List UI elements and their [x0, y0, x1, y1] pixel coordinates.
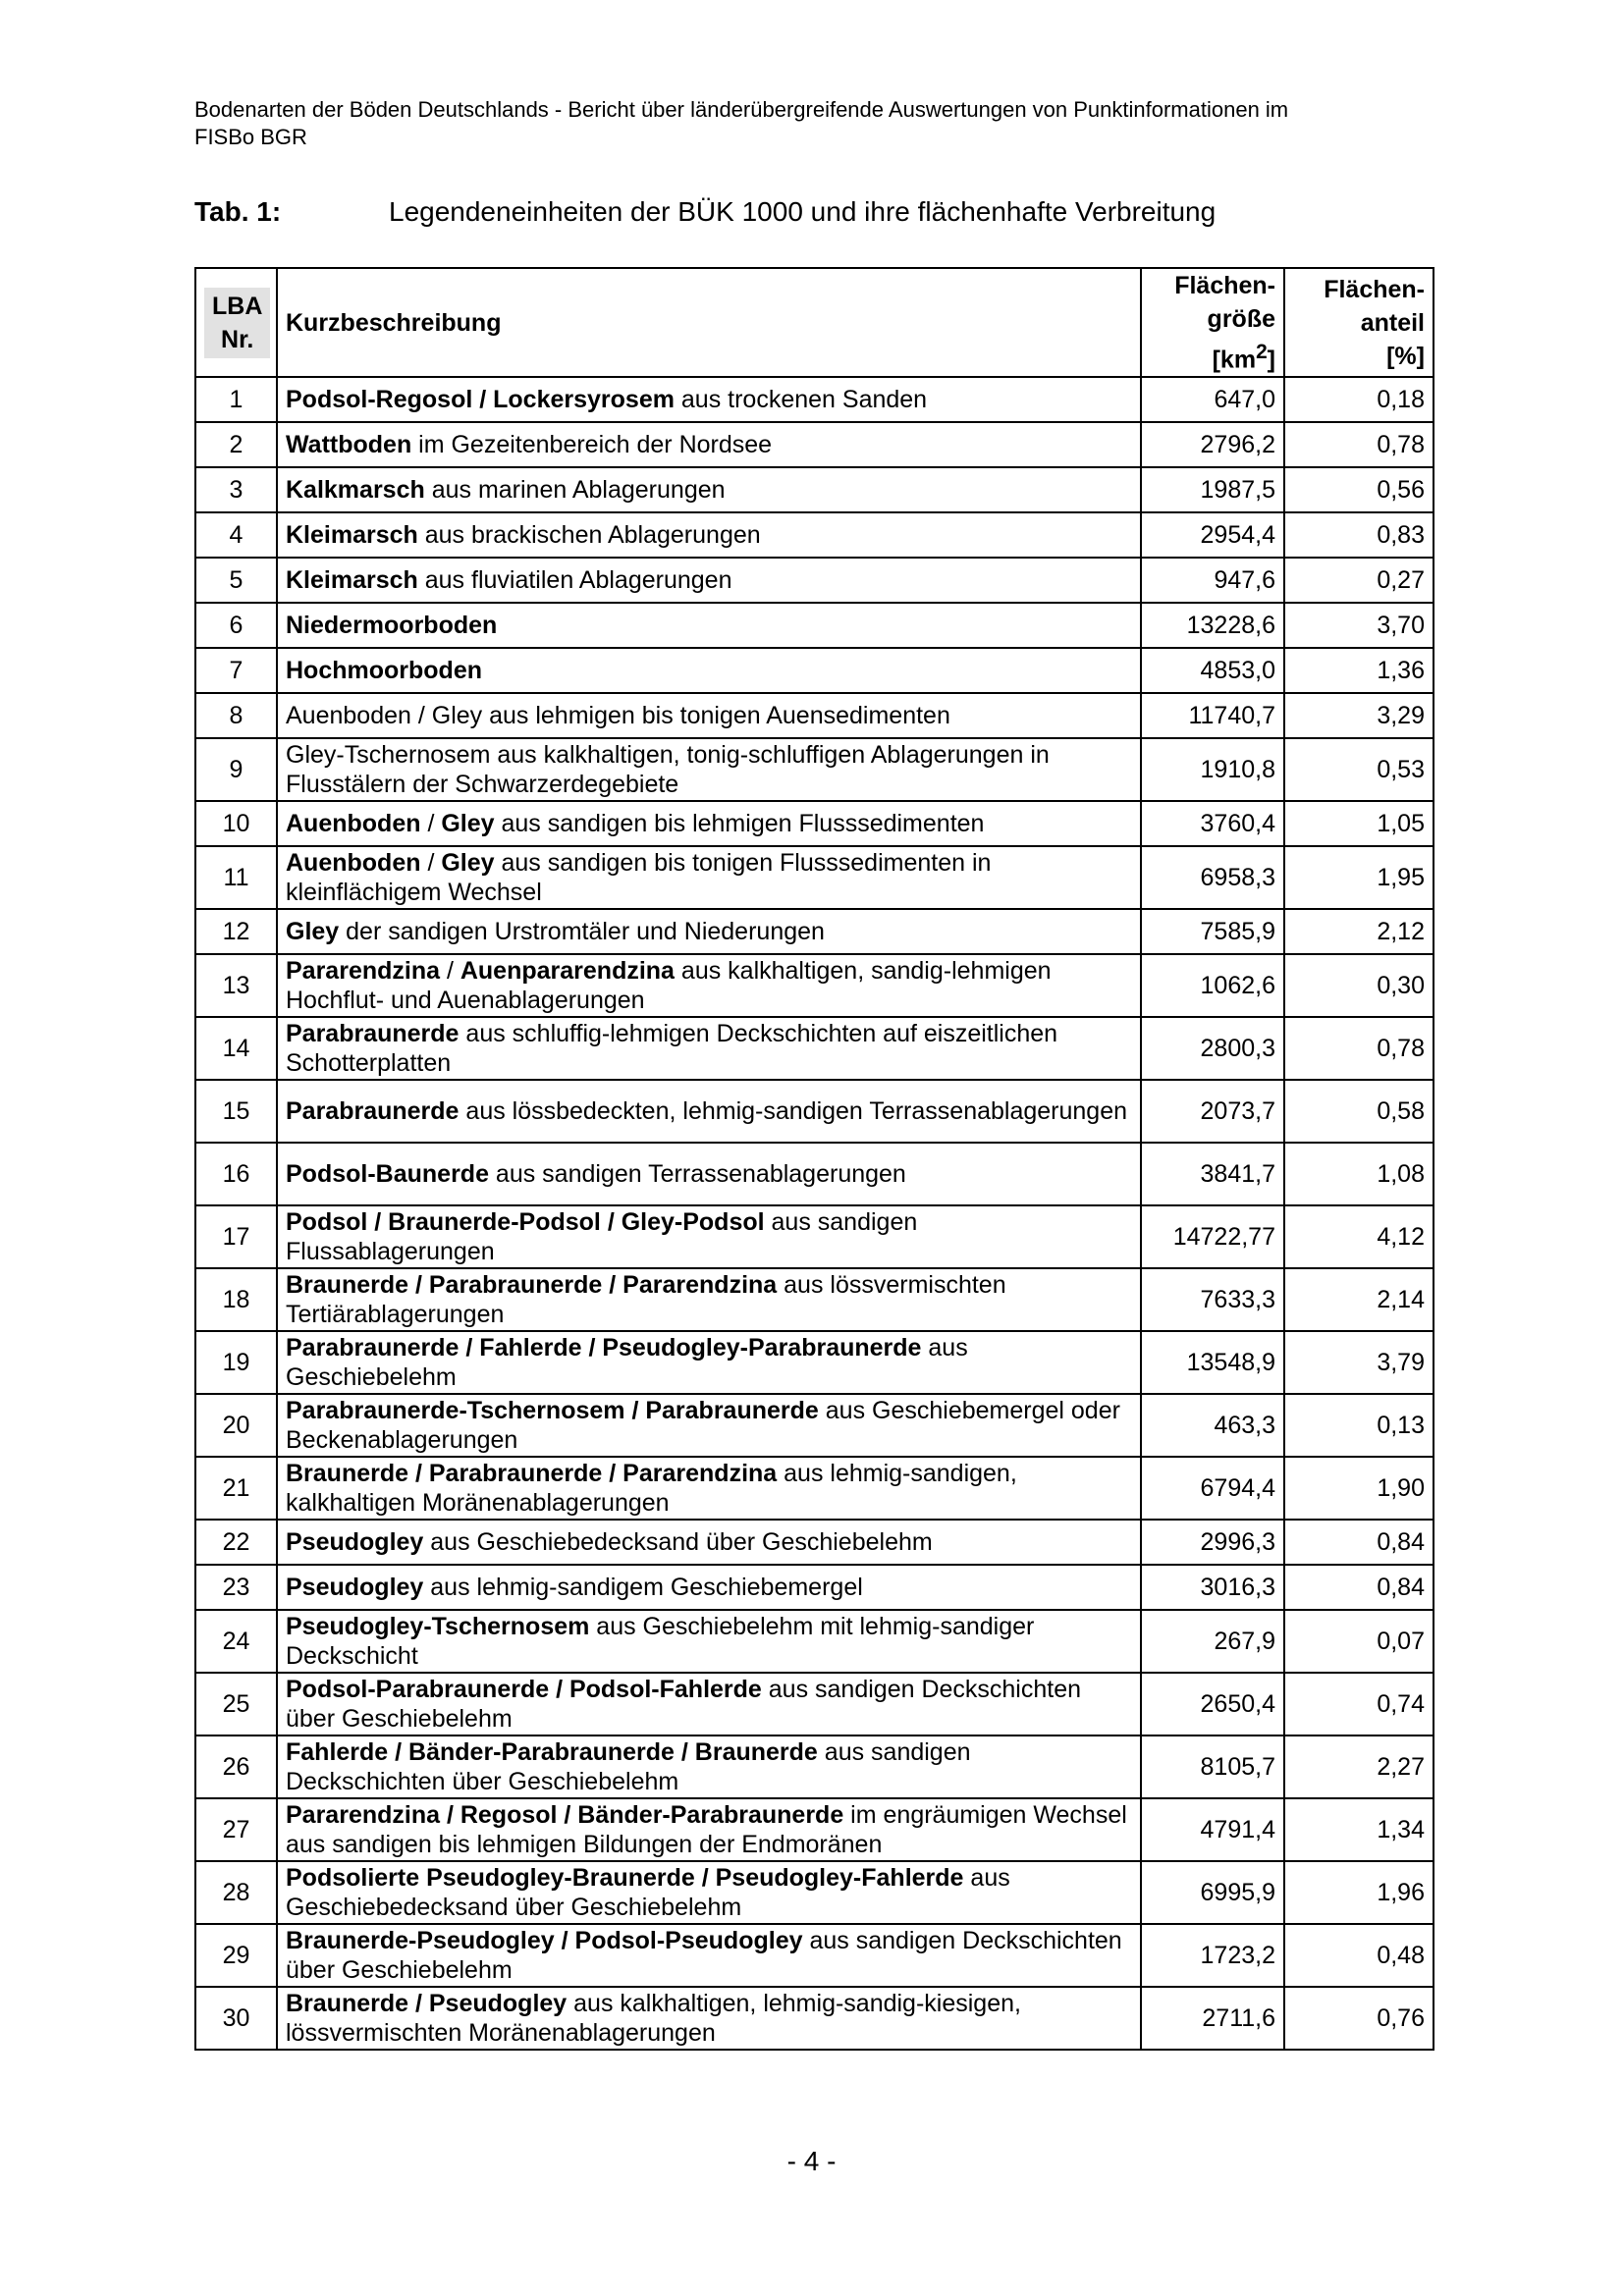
table-row [195, 1520, 1434, 1565]
table-row [195, 1268, 1434, 1331]
description-text: aus sandigen bis tonigen Flusssedimenten in kleinflächigem Wechsel [286, 849, 992, 907]
area-cell: 2796,2 [1141, 422, 1284, 467]
soil-type-name: Auenpararendzina [460, 957, 675, 986]
share-cell: 2,14 [1284, 1268, 1434, 1331]
description-text: aus sandigen bis lehmigen Flusssedimenten [494, 809, 985, 837]
header-area-unit-prefix: [km [1212, 346, 1257, 374]
description-text: aus sandigen Deckschichten über Geschiebelehm [286, 1676, 1082, 1734]
header-area-unit-sup: 2 [1256, 341, 1268, 363]
description-cell [277, 801, 1141, 846]
lba-number-cell: 25 [195, 1673, 277, 1735]
area-cell: 7633,3 [1141, 1268, 1284, 1331]
description-text: aus sandigen Flussablagerungen [286, 1208, 918, 1266]
table-row [195, 422, 1434, 467]
description-cell [277, 909, 1141, 954]
header-area-line2: größe [1207, 305, 1275, 333]
area-cell: 2711,6 [1141, 1987, 1284, 2050]
share-cell: 0,18 [1284, 377, 1434, 422]
description-cell [277, 603, 1141, 648]
description-cell [277, 467, 1141, 512]
share-cell: 2,12 [1284, 909, 1434, 954]
header-lba-nr [195, 268, 277, 377]
area-cell: 2800,3 [1141, 1017, 1284, 1080]
soil-type-name: Pararendzina [286, 957, 441, 986]
table-row [195, 1861, 1434, 1924]
table-row [195, 846, 1434, 909]
description-text: Auenboden / Gley aus lehmigen bis tonigen Auensedimenten [286, 701, 950, 729]
header-area [1141, 268, 1284, 377]
soil-type-name: Pseudogley [286, 1573, 424, 1601]
table-row [195, 738, 1434, 801]
lba-number-cell: 8 [195, 693, 277, 738]
legend-units-table [194, 267, 1434, 2051]
lba-number-cell: 26 [195, 1735, 277, 1798]
table-row [195, 1798, 1434, 1861]
soil-type-name: Kleimarsch [286, 565, 418, 594]
share-cell: 1,05 [1284, 801, 1434, 846]
table-row [195, 1924, 1434, 1987]
lba-number-cell: 6 [195, 603, 277, 648]
header-area-line1: Flächen- [1174, 272, 1275, 299]
running-header-line-2: FISBo BGR [194, 125, 307, 149]
soil-type-name: Braunerde / Parabraunerde / Pararendzina [286, 1460, 778, 1488]
area-cell: 2996,3 [1141, 1520, 1284, 1565]
table-row [195, 693, 1434, 738]
description-text: aus lössvermischten Tertiärablagerungen [286, 1271, 1006, 1329]
description-text: aus Geschiebemergel oder Beckenablagerungen [286, 1397, 1120, 1455]
soil-type-name: Hochmoorboden [286, 656, 482, 684]
lba-number-cell: 15 [195, 1080, 277, 1143]
description-text: aus sandigen Deckschichten über Geschiebelehm [286, 1738, 971, 1796]
running-header [194, 96, 1471, 151]
lba-number-cell: 12 [195, 909, 277, 954]
description-cell [277, 1331, 1141, 1394]
soil-type-name: Podsol-Regosol / Lockersyrosem [286, 385, 675, 413]
area-cell: 4853,0 [1141, 648, 1284, 693]
soil-type-name: Parabraunerde / Fahlerde / Pseudogley-Parabraunerde [286, 1334, 922, 1362]
soil-type-name: Podsol-Parabraunerde / Podsol-Fahlerde [286, 1676, 762, 1704]
soil-type-name: Auenboden [286, 849, 421, 878]
area-cell: 2650,4 [1141, 1673, 1284, 1735]
description-text: aus schluffig-lehmigen Deckschichten auf eiszeitlichen Schotterplatten [286, 1020, 1058, 1078]
page-number: - 4 - [786, 2146, 837, 2176]
description-cell [277, 1987, 1141, 2050]
area-cell: 267,9 [1141, 1610, 1284, 1673]
header-description: Kurzbeschreibung [277, 268, 1141, 377]
description-cell [277, 1924, 1141, 1987]
description-cell [277, 558, 1141, 603]
table-row [195, 512, 1434, 558]
area-cell: 6995,9 [1141, 1861, 1284, 1924]
description-text: aus marinen Ablagerungen [424, 475, 726, 504]
lba-number-cell: 21 [195, 1457, 277, 1520]
area-cell: 3841,7 [1141, 1143, 1284, 1205]
lba-number-cell: 20 [195, 1394, 277, 1457]
lba-number-cell: 29 [195, 1924, 277, 1987]
header-share [1284, 268, 1434, 377]
lba-number-cell: 9 [195, 738, 277, 801]
header-lba-line2: Nr. [221, 325, 254, 353]
share-cell: 0,76 [1284, 1987, 1434, 2050]
lba-number-cell: 17 [195, 1205, 277, 1268]
description-text: der sandigen Urstromtäler und Niederungen [339, 917, 825, 945]
area-cell: 1062,6 [1141, 954, 1284, 1017]
running-header-line-1: Bodenarten der Böden Deutschlands - Bericht über länderübergreifende Auswertungen von Punktinformationen im [194, 97, 1289, 122]
description-cell [277, 422, 1141, 467]
description-text: aus lehmig-sandigem Geschiebemergel [423, 1573, 863, 1601]
soil-type-name: Braunerde-Pseudogley / Podsol-Pseudogley [286, 1927, 803, 1955]
description-cell [277, 1143, 1141, 1205]
share-cell: 1,96 [1284, 1861, 1434, 1924]
description-text: aus sandigen Terrassenablagerungen [488, 1160, 906, 1189]
description-text: aus Geschiebelehm [286, 1334, 968, 1392]
description-cell [277, 1861, 1141, 1924]
table-row [195, 1735, 1434, 1798]
lba-number-cell: 19 [195, 1331, 277, 1394]
area-cell: 1910,8 [1141, 738, 1284, 801]
share-cell: 0,07 [1284, 1610, 1434, 1673]
share-cell: 0,74 [1284, 1673, 1434, 1735]
area-cell: 8105,7 [1141, 1735, 1284, 1798]
description-text: aus brackischen Ablagerungen [417, 520, 761, 549]
share-cell: 0,27 [1284, 558, 1434, 603]
description-cell [277, 1205, 1141, 1268]
description-cell [277, 738, 1141, 801]
share-cell: 0,30 [1284, 954, 1434, 1017]
soil-type-name: Pararendzina / Regosol / Bänder-Parabraunerde [286, 1801, 844, 1830]
area-cell: 2954,4 [1141, 512, 1284, 558]
share-cell: 0,13 [1284, 1394, 1434, 1457]
table-caption-title: Legendeneinheiten der BÜK 1000 und ihre flächenhafte Verbreitung [389, 196, 1217, 227]
description-text: aus kalkhaltigen, lehmig-sandig-kiesigen, lössvermischten Moränenablagerungen [286, 1990, 1021, 2048]
header-share-line1: Flächen- [1324, 275, 1425, 303]
share-cell: 1,36 [1284, 648, 1434, 693]
description-cell [277, 1520, 1141, 1565]
area-cell: 6958,3 [1141, 846, 1284, 909]
soil-type-name: Pseudogley [286, 1527, 424, 1556]
share-cell: 0,48 [1284, 1924, 1434, 1987]
table-row [195, 377, 1434, 422]
table-caption-label: Tab. 1: [194, 196, 282, 227]
description-text: / [420, 809, 442, 837]
area-cell: 1723,2 [1141, 1924, 1284, 1987]
lba-number-cell: 11 [195, 846, 277, 909]
description-text: aus Geschiebedecksand über Geschiebelehm [423, 1527, 933, 1556]
soil-type-name: Podsolierte Pseudogley-Braunerde / Pseudogley-Fahlerde [286, 1864, 964, 1893]
table-row [195, 1673, 1434, 1735]
share-cell: 3,70 [1284, 603, 1434, 648]
table-row [195, 1080, 1434, 1143]
description-text: Gley-Tschernosem aus kalkhaltigen, tonig-schluffigen Ablagerungen in Flusstälern der Schwarzerdegebiete [286, 741, 1050, 799]
soil-type-name: Gley [441, 849, 495, 878]
share-cell: 1,34 [1284, 1798, 1434, 1861]
soil-type-name: Gley [286, 917, 340, 945]
lba-number-cell: 23 [195, 1565, 277, 1610]
description-cell [277, 648, 1141, 693]
share-cell: 4,12 [1284, 1205, 1434, 1268]
table-row [195, 1457, 1434, 1520]
soil-type-name: Kleimarsch [286, 520, 418, 549]
area-cell: 14722,77 [1141, 1205, 1284, 1268]
lba-number-cell: 14 [195, 1017, 277, 1080]
soil-type-name: Pseudogley-Tschernosem [286, 1613, 590, 1641]
description-cell [277, 1735, 1141, 1798]
table-row [195, 648, 1434, 693]
area-cell: 3016,3 [1141, 1565, 1284, 1610]
area-cell: 2073,7 [1141, 1080, 1284, 1143]
soil-type-name: Fahlerde / Bänder-Parabraunerde / Braunerde [286, 1738, 818, 1767]
area-cell: 463,3 [1141, 1394, 1284, 1457]
description-cell [277, 1565, 1141, 1610]
table-row [195, 1987, 1434, 2050]
table-row [195, 1565, 1434, 1610]
description-cell [277, 1080, 1141, 1143]
share-cell: 1,95 [1284, 846, 1434, 909]
area-cell: 1987,5 [1141, 467, 1284, 512]
lba-number-cell: 3 [195, 467, 277, 512]
table-row [195, 1143, 1434, 1205]
lba-number-cell: 2 [195, 422, 277, 467]
soil-type-name: Parabraunerde [286, 1097, 460, 1126]
lba-number-cell: 4 [195, 512, 277, 558]
table-row [195, 1331, 1434, 1394]
area-cell: 7585,9 [1141, 909, 1284, 954]
soil-type-name: Braunerde / Pseudogley [286, 1990, 568, 2018]
table-row [195, 954, 1434, 1017]
description-cell [277, 846, 1141, 909]
header-lba-nr-box [204, 288, 270, 358]
lba-number-cell: 1 [195, 377, 277, 422]
table-header-row [195, 268, 1434, 377]
share-cell: 3,29 [1284, 693, 1434, 738]
lba-number-cell: 30 [195, 1987, 277, 2050]
header-lba-line1: LBA [212, 292, 263, 320]
description-text: aus sandigen Deckschichten über Geschiebelehm [286, 1927, 1122, 1985]
description-text: aus Geschiebelehm mit lehmig-sandiger Deckschicht [286, 1613, 1035, 1671]
description-cell [277, 1268, 1141, 1331]
area-cell: 6794,4 [1141, 1457, 1284, 1520]
description-text: im engräumigen Wechsel aus sandigen bis lehmigen Bildungen der Endmoränen [286, 1801, 1127, 1859]
table-row [195, 603, 1434, 648]
header-share-line2: anteil [1360, 308, 1425, 337]
soil-type-name: Parabraunerde [286, 1020, 460, 1048]
area-cell: 4791,4 [1141, 1798, 1284, 1861]
description-cell [277, 1798, 1141, 1861]
description-text: aus fluviatilen Ablagerungen [417, 565, 732, 594]
description-cell [277, 377, 1141, 422]
share-cell: 0,56 [1284, 467, 1434, 512]
lba-number-cell: 28 [195, 1861, 277, 1924]
share-cell: 0,58 [1284, 1080, 1434, 1143]
table-row [195, 1610, 1434, 1673]
share-cell: 0,83 [1284, 512, 1434, 558]
description-text: aus lössbedeckten, lehmig-sandigen Terrassenablagerungen [459, 1097, 1128, 1126]
area-cell: 3760,4 [1141, 801, 1284, 846]
area-cell: 13548,9 [1141, 1331, 1284, 1394]
description-text: aus lehmig-sandigen, kalkhaltigen Moränenablagerungen [286, 1460, 1017, 1518]
description-cell [277, 1457, 1141, 1520]
lba-number-cell: 22 [195, 1520, 277, 1565]
area-cell: 13228,6 [1141, 603, 1284, 648]
share-cell: 0,78 [1284, 422, 1434, 467]
header-share-line3: [%] [1386, 342, 1425, 370]
soil-type-name: Niedermoorboden [286, 611, 498, 639]
header-area-unit-suffix: ] [1267, 346, 1275, 374]
table-row [195, 1205, 1434, 1268]
share-cell: 1,08 [1284, 1143, 1434, 1205]
description-text: im Gezeitenbereich der Nordsee [411, 430, 773, 458]
table-row [195, 1017, 1434, 1080]
area-cell: 647,0 [1141, 377, 1284, 422]
table-row [195, 909, 1434, 954]
share-cell: 1,90 [1284, 1457, 1434, 1520]
share-cell: 2,27 [1284, 1735, 1434, 1798]
lba-number-cell: 18 [195, 1268, 277, 1331]
table-caption [194, 195, 1216, 229]
area-cell: 947,6 [1141, 558, 1284, 603]
description-text: aus Geschiebedecksand über Geschiebelehm [286, 1864, 1010, 1922]
share-cell: 0,78 [1284, 1017, 1434, 1080]
soil-type-name: Podsol / Braunerde-Podsol / Gley-Podsol [286, 1208, 765, 1237]
description-cell [277, 954, 1141, 1017]
description-cell [277, 1017, 1141, 1080]
lba-number-cell: 16 [195, 1143, 277, 1205]
table-row [195, 1394, 1434, 1457]
description-text: / [420, 849, 442, 878]
soil-type-name: Wattboden [286, 430, 412, 458]
lba-number-cell: 13 [195, 954, 277, 1017]
table-row [195, 467, 1434, 512]
share-cell: 3,79 [1284, 1331, 1434, 1394]
description-cell [277, 512, 1141, 558]
soil-type-name: Parabraunerde-Tschernosem / Parabraunerde [286, 1397, 819, 1425]
table-body [195, 377, 1434, 2050]
share-cell: 0,53 [1284, 738, 1434, 801]
share-cell: 0,84 [1284, 1565, 1434, 1610]
soil-type-name: Auenboden [286, 809, 421, 837]
lba-number-cell: 5 [195, 558, 277, 603]
area-cell: 11740,7 [1141, 693, 1284, 738]
soil-type-name: Braunerde / Parabraunerde / Pararendzina [286, 1271, 778, 1300]
table-row [195, 801, 1434, 846]
lba-number-cell: 27 [195, 1798, 277, 1861]
soil-type-name: Gley [441, 809, 495, 837]
description-cell [277, 1394, 1141, 1457]
description-cell [277, 1673, 1141, 1735]
share-cell: 0,84 [1284, 1520, 1434, 1565]
description-text: / [440, 957, 460, 986]
description-text: aus trockenen Sanden [674, 385, 928, 413]
soil-type-name: Podsol-Baunerde [286, 1160, 489, 1189]
description-cell [277, 1610, 1141, 1673]
soil-type-name: Kalkmarsch [286, 475, 425, 504]
lba-number-cell: 7 [195, 648, 277, 693]
lba-number-cell: 10 [195, 801, 277, 846]
table-row [195, 558, 1434, 603]
lba-number-cell: 24 [195, 1610, 277, 1673]
description-text: aus kalkhaltigen, sandig-lehmigen Hochflut- und Auenablagerungen [286, 957, 1052, 1015]
description-cell [277, 693, 1141, 738]
